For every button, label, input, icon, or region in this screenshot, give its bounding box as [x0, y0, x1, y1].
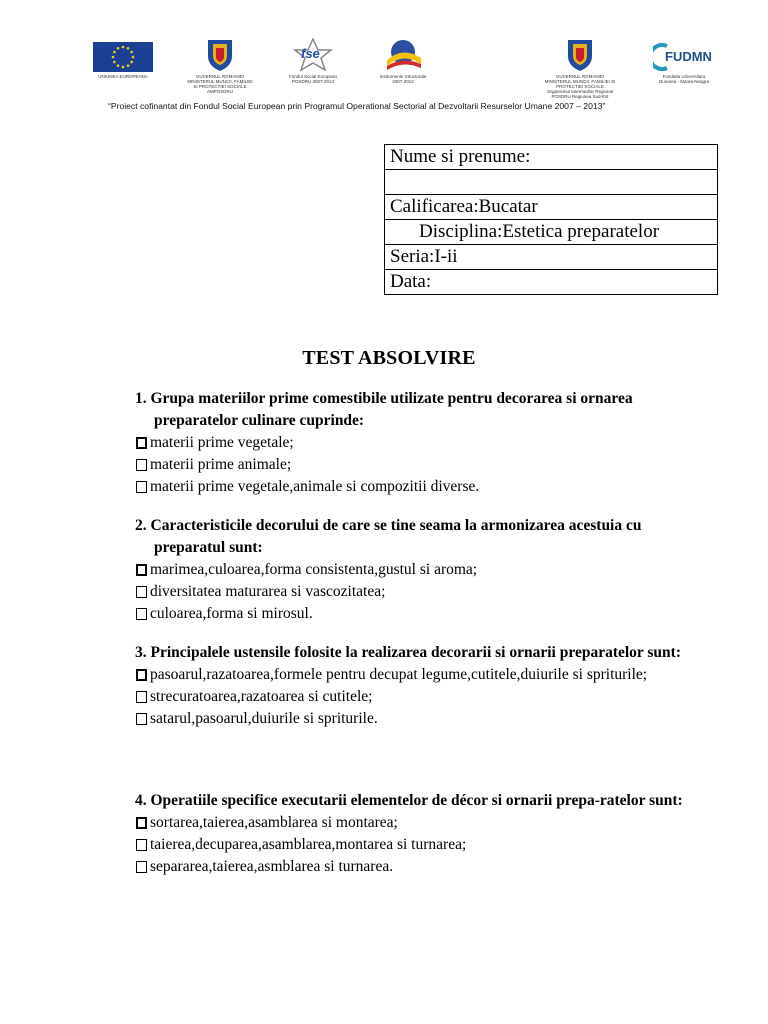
option-label: marimea,culoarea,forma consistenta,gustul si aroma;	[150, 561, 478, 578]
page-title: TEST ABSOLVIRE	[302, 347, 476, 369]
fse-star-icon	[290, 38, 336, 72]
romanian-crest-icon	[205, 38, 235, 72]
fse-logo	[283, 38, 343, 84]
checkbox-icon[interactable]	[136, 817, 147, 829]
option-label: materii prime vegetale;	[150, 434, 294, 451]
answer-option[interactable]	[135, 812, 695, 834]
fudmn-logo	[648, 38, 720, 84]
fse-logo-caption: Fondul Social European POSDRU 2007-2013	[288, 74, 338, 84]
eu-flag-icon	[93, 42, 153, 72]
checkbox-icon[interactable]	[136, 713, 147, 725]
option-label: materii prime animale;	[150, 456, 292, 473]
checkbox-icon[interactable]	[136, 839, 147, 851]
romanian-government-logo-right	[540, 38, 620, 99]
checkbox-icon[interactable]	[136, 691, 147, 703]
option-label: culoarea,forma si mirosul.	[150, 605, 313, 622]
answer-option[interactable]	[135, 708, 695, 730]
answer-option[interactable]	[135, 581, 695, 603]
instrumente-structurale-icon	[381, 38, 425, 72]
fse-mark-text: fse	[301, 46, 320, 61]
table-row	[385, 145, 718, 170]
question-text: 1. Grupa materiilor prime comestibile utilizate pentru decorarea si ornarea preparatelor culinare cuprinde:	[135, 390, 633, 429]
series-field: Seria:I-ii	[385, 245, 718, 270]
name-value-field[interactable]	[385, 170, 718, 195]
eu-flag-logo	[92, 38, 154, 79]
answer-option[interactable]	[135, 603, 695, 625]
table-row	[385, 170, 718, 195]
option-label: satarul,pasoarul,duiurile si spriturile.	[150, 710, 378, 727]
answer-option[interactable]	[135, 664, 650, 686]
romanian-government-logo-left	[180, 38, 260, 94]
table-row	[385, 270, 718, 295]
checkbox-icon[interactable]	[136, 564, 147, 576]
question-3	[135, 642, 695, 730]
question-text: 4. Operatiile specifice executarii elementelor de décor si ornarii prepa-ratelor sunt:	[135, 792, 683, 809]
option-label: strecuratoarea,razatoarea si cutitele;	[150, 688, 373, 705]
name-label: Nume si prenume:	[385, 145, 718, 170]
fudmn-mark-text: FUDMN	[665, 49, 712, 64]
checkbox-icon[interactable]	[136, 608, 147, 620]
gov-logo-right-caption: GUVERNUL ROMANIEI MINISTERUL MUNCII, FAMILIEI SI PROTECTIEI SOCIALE Organismul Intermediar Regional POSDRU Regiunea Sud-Est	[544, 74, 616, 99]
question-2	[135, 515, 695, 625]
answer-option[interactable]	[135, 686, 695, 708]
answer-option[interactable]	[135, 856, 695, 878]
qualification-field: Calificarea:Bucatar	[385, 195, 718, 220]
date-field: Data:	[385, 270, 718, 295]
answer-option[interactable]	[135, 432, 695, 454]
option-label: materii prime vegetale,animale si compozitii diverse.	[150, 478, 480, 495]
checkbox-icon[interactable]	[136, 669, 147, 681]
question-text: 2. Caracteristicile decorului de care se tine seama la armonizarea acestuia cu preparatul sunt:	[135, 517, 642, 556]
student-identification-table	[384, 144, 718, 295]
fudmn-mark-icon	[653, 42, 715, 72]
checkbox-icon[interactable]	[136, 437, 147, 449]
gov-logo-left-caption: GUVERNUL ROMANIEI MINISTERUL MUNCII, FAMILIEI SI PROTECTIEI SOCIALE AMPOSDRU	[187, 74, 253, 94]
eu-logo-caption: UNIUNEA EUROPEANA	[98, 74, 148, 79]
question-text: 3. Principalele ustensile folosite la realizarea decorarii si ornarii preparatelor sunt:	[135, 644, 681, 661]
table-row	[385, 220, 718, 245]
answer-option[interactable]	[135, 559, 695, 581]
header-logo-row	[88, 38, 720, 100]
option-label: taierea,decuparea,asamblarea,montarea si turnarea;	[150, 836, 467, 853]
option-label: pasoarul,razatoarea,formele pentru decupat legume,cutitele,duiurile si spriturile;	[150, 666, 648, 683]
answer-option[interactable]	[135, 834, 695, 856]
option-label: separarea,taierea,asmblarea si turnarea.	[150, 858, 394, 875]
project-cofinancing-line: “Proiect cofinantat din Fondul Social European prin Programul Operational Sectorial al Dezvoltarii Resurselor Umane 2007 – 2013”	[108, 101, 606, 111]
checkbox-icon[interactable]	[136, 481, 147, 493]
option-label: sortarea,taierea,asamblarea si montarea;	[150, 814, 398, 831]
answer-option[interactable]	[135, 476, 695, 498]
instrumente-structurale-logo	[363, 38, 443, 84]
fudmn-logo-caption: Fundatia Universitara Dunarea - Marea Neagra	[658, 74, 710, 84]
checkbox-icon[interactable]	[136, 586, 147, 598]
romanian-crest-icon	[565, 38, 595, 72]
checkbox-icon[interactable]	[136, 861, 147, 873]
is-logo-caption: Instrumente Structurale 2007-2013	[379, 74, 427, 84]
table-row	[385, 245, 718, 270]
checkbox-icon[interactable]	[136, 459, 147, 471]
question-4	[135, 790, 695, 878]
option-label: diversitatea maturarea si vascozitatea;	[150, 583, 386, 600]
answer-option[interactable]	[135, 454, 695, 476]
table-row	[385, 195, 718, 220]
discipline-field: Disciplina:Estetica preparatelor	[385, 220, 718, 245]
question-1	[135, 388, 695, 498]
